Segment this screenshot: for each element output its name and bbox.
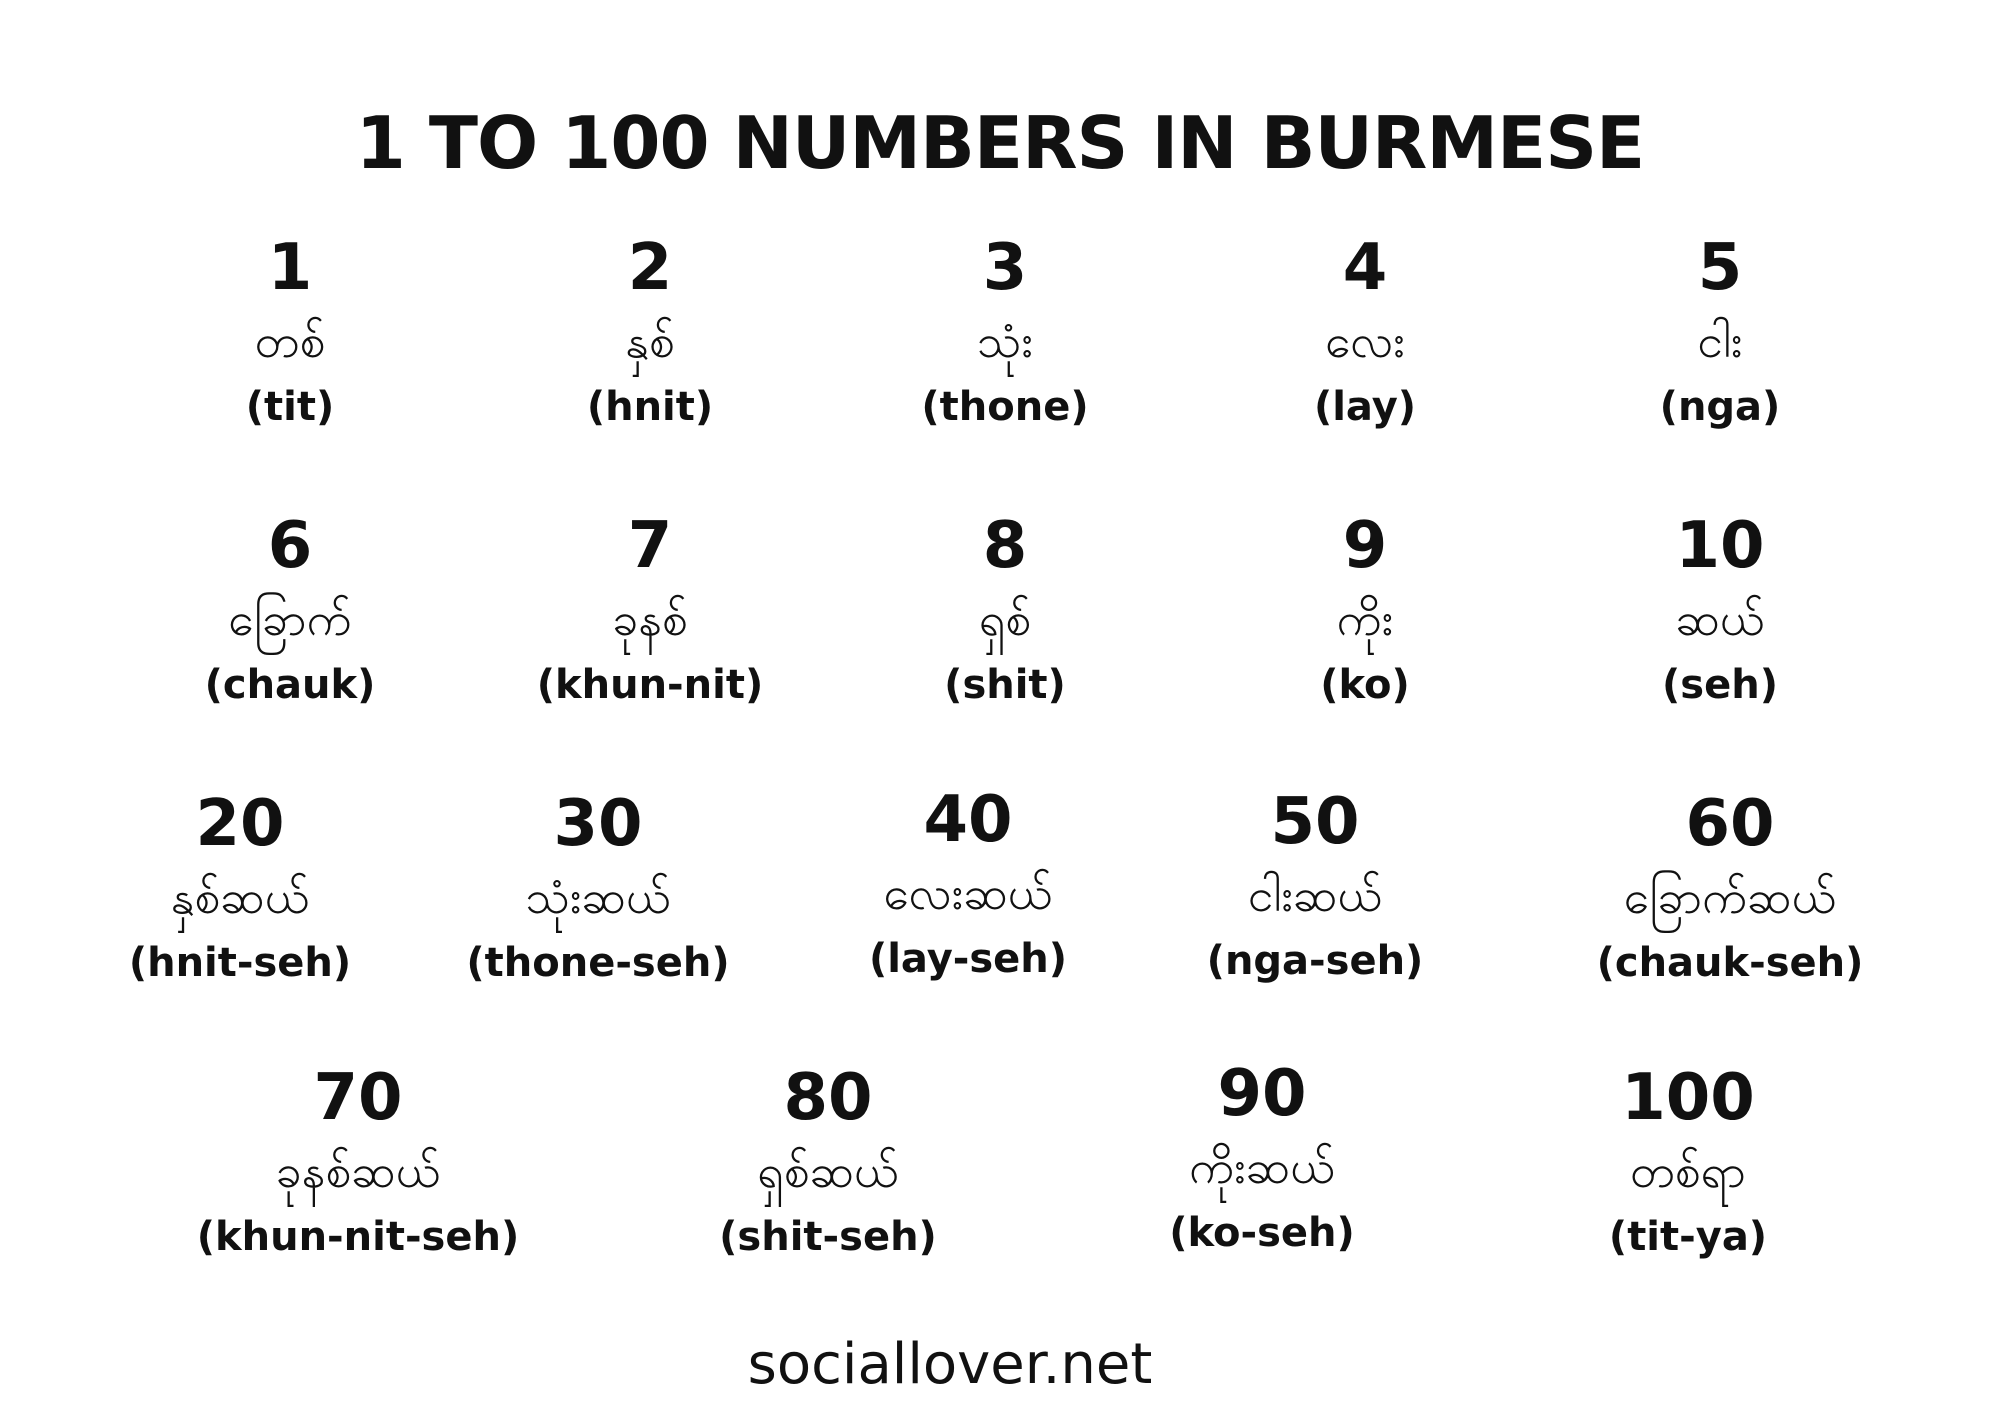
- number-card-7: [480, 508, 820, 716]
- number-card-80: [658, 1060, 998, 1268]
- burmese-word: လေး: [1325, 314, 1405, 368]
- number-card-6: [120, 508, 460, 716]
- numeral: 50: [1270, 785, 1360, 859]
- numeral: 30: [553, 787, 643, 861]
- burmese-word: ရှစ်ဆယ်: [757, 1144, 899, 1198]
- numeral: 1: [267, 231, 313, 305]
- romanization: (thone-seh): [466, 940, 730, 986]
- romanization: (seh): [1662, 662, 1778, 708]
- burmese-word: ငါးဆယ်: [1247, 868, 1383, 922]
- number-card-9: [1195, 508, 1535, 716]
- number-card-8: [835, 508, 1175, 716]
- burmese-word: ခြောက်ဆယ်: [1623, 870, 1837, 924]
- romanization: (tit-ya): [1608, 1214, 1768, 1260]
- romanization: (shit-seh): [719, 1214, 937, 1260]
- romanization: (khun-nit-seh): [196, 1214, 520, 1260]
- burmese-word: သုံးဆယ်: [525, 870, 671, 924]
- number-card-10: [1550, 508, 1890, 716]
- numeral: 100: [1621, 1061, 1755, 1135]
- romanization: (ko-seh): [1169, 1210, 1355, 1256]
- romanization: (khun-nit): [536, 662, 764, 708]
- number-card-50: [1145, 784, 1485, 992]
- number-card-1: [120, 230, 460, 438]
- romanization: (shit): [944, 662, 1066, 708]
- burmese-word: ခြောက်: [228, 592, 352, 646]
- numeral: 70: [313, 1061, 403, 1135]
- footer-source: sociallover.net: [747, 1332, 1153, 1397]
- romanization: (tit): [245, 384, 335, 430]
- numeral: 40: [923, 783, 1013, 857]
- burmese-word: ငါး: [1697, 314, 1743, 368]
- numeral: 20: [195, 787, 285, 861]
- burmese-word: တစ်ရာ: [1630, 1144, 1746, 1198]
- numeral: 10: [1675, 509, 1765, 583]
- burmese-word: သုံး: [976, 314, 1034, 368]
- burmese-word: တစ်: [254, 314, 326, 368]
- number-card-4: [1195, 230, 1535, 438]
- number-card-100: [1518, 1060, 1858, 1268]
- number-card-60: [1560, 786, 1900, 994]
- numeral: 6: [267, 509, 313, 583]
- romanization: (ko): [1320, 662, 1410, 708]
- number-card-3: [835, 230, 1175, 438]
- burmese-word: ကိုး: [1336, 592, 1394, 646]
- burmese-word: ကိုးဆယ်: [1189, 1140, 1335, 1194]
- numeral: 5: [1697, 231, 1743, 305]
- number-card-40: [798, 782, 1138, 990]
- romanization: (hnit-seh): [128, 940, 352, 986]
- romanization: (lay-seh): [868, 936, 1068, 982]
- number-card-5: [1550, 230, 1890, 438]
- numeral: 2: [627, 231, 673, 305]
- burmese-word: ခုနစ်: [612, 592, 688, 646]
- number-card-2: [480, 230, 820, 438]
- number-card-70: [188, 1060, 528, 1268]
- burmese-word: ရှစ်: [978, 592, 1032, 646]
- numeral: 80: [783, 1061, 873, 1135]
- romanization: (lay): [1313, 384, 1417, 430]
- burmese-word: နှစ်: [625, 314, 675, 368]
- numeral: 90: [1217, 1057, 1307, 1131]
- numeral: 60: [1685, 787, 1775, 861]
- page-title: 1 TO 100 NUMBERS IN BURMESE: [355, 101, 1645, 185]
- burmese-word: လေးဆယ်: [883, 866, 1053, 920]
- burmese-word: နှစ်ဆယ်: [170, 870, 310, 924]
- number-card-90: [1092, 1056, 1432, 1264]
- burmese-word: ဆယ်: [1675, 592, 1765, 646]
- numeral: 9: [1342, 509, 1388, 583]
- romanization: (nga): [1659, 384, 1781, 430]
- romanization: (thone): [921, 384, 1089, 430]
- romanization: (nga-seh): [1206, 938, 1424, 984]
- numeral: 8: [982, 509, 1028, 583]
- romanization: (chauk): [204, 662, 376, 708]
- romanization: (chauk-seh): [1596, 940, 1864, 986]
- romanization: (hnit): [586, 384, 714, 430]
- numeral: 4: [1342, 231, 1388, 305]
- number-card-30: [428, 786, 768, 994]
- numeral: 3: [982, 231, 1028, 305]
- number-card-20: [70, 786, 410, 994]
- numeral: 7: [627, 509, 673, 583]
- burmese-word: ခုနစ်ဆယ်: [275, 1144, 441, 1198]
